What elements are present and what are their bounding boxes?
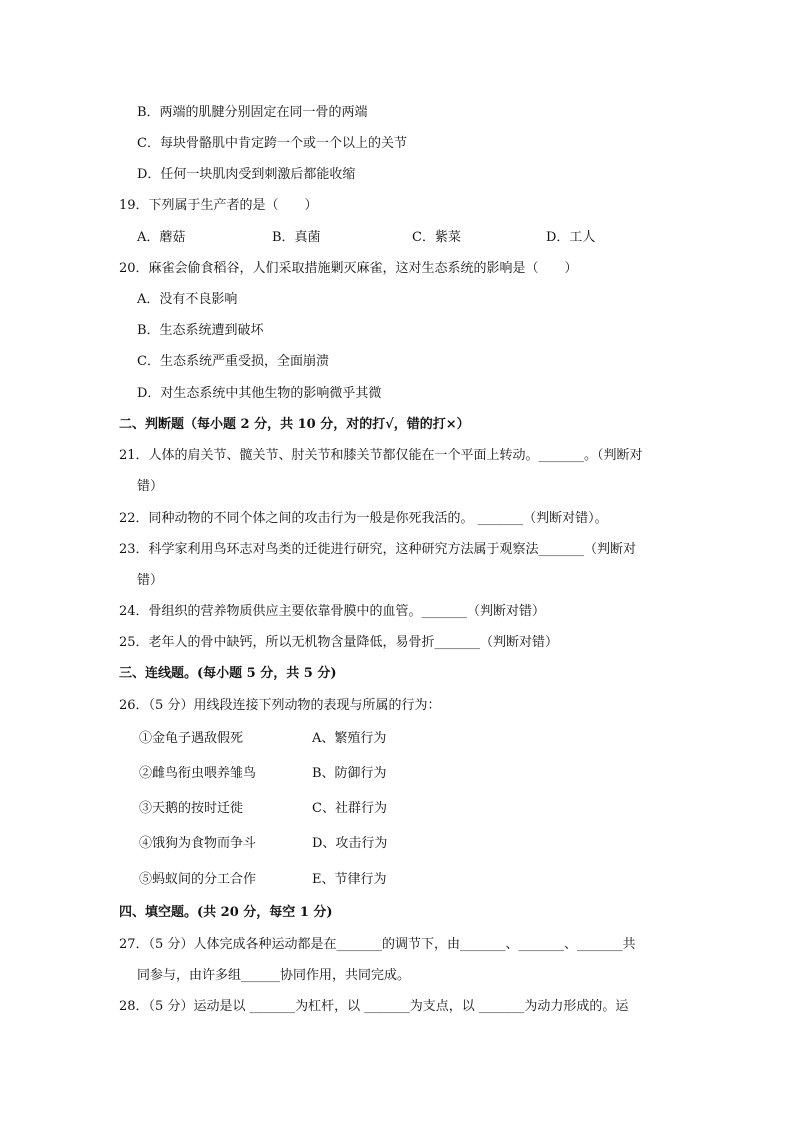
match-right-1: A、繁殖行为: [312, 731, 387, 746]
q25: 25．老年人的骨中缺钙，所以无机物含量降低，易骨折_______（判断对错）: [119, 635, 559, 650]
q22: 22．同种动物的不同个体之间的攻击行为一般是你死我活的。 _______（判断对错）。: [119, 511, 608, 526]
q19-option-a: A．蘑菇: [137, 230, 186, 245]
match-right-3: C、社群行为: [312, 801, 387, 816]
match-right-2: B、防御行为: [312, 766, 387, 781]
q28-line1: 28．（5 分）运动是以 _______为杠杆，以 _______为支点，以 _______为动力形成的。运: [119, 999, 629, 1014]
match-right-5: E、节律行为: [312, 872, 387, 887]
q20-stem: 20．麻雀会偷食稻谷，人们采取措施剿灭麻雀，这对生态系统的影响是（ ）: [119, 261, 578, 276]
q19-options: [0, 230, 794, 246]
q20-option-a: A．没有不良影响: [137, 292, 238, 307]
q19-option-c: C．紫菜: [412, 230, 461, 245]
q21-line1: 21．人体的肩关节、髋关节、肘关节和膝关节都仅能在一个平面上转动。_______。（判断对: [119, 448, 643, 463]
q20-option-b: B．生态系统遭到破坏: [137, 323, 264, 338]
match-left-3: ③天鹅的按时迁徙: [139, 801, 244, 816]
match-left-5: ⑤蚂蚁间的分工合作: [139, 872, 257, 887]
q23-line2: 错）: [137, 573, 164, 588]
q18-option-b: B．两端的肌腱分别固定在同一骨的两端: [137, 105, 368, 120]
section4-title: 四、填空题。(共 20 分，每空 1 分): [119, 905, 333, 920]
q20-option-d: D．对生态系统中其他生物的影响微乎其微: [137, 386, 382, 401]
q20-option-c: C．生态系统严重受损，全面崩溃: [137, 354, 329, 369]
section3-title: 三、连线题。(每小题 5 分，共 5 分): [119, 666, 337, 681]
q23-line1: 23．科学家利用鸟环志对鸟类的迁徙进行研究，这种研究方法属于观察法_______（判断对: [119, 542, 637, 557]
match-left-4: ④饿狗为食物而争斗: [139, 836, 257, 851]
match-left-2: ②雌鸟衔虫喂养雏鸟: [139, 766, 257, 781]
section2-title: 二、判断题（每小题 2 分，共 10 分，对的打√，错的打×）: [119, 417, 470, 432]
q21-line2: 错）: [137, 479, 164, 494]
q19-option-d: D．工人: [546, 230, 596, 245]
q24: 24．骨组织的营养物质供应主要依靠骨膜中的血管。_______（判断对错）: [119, 604, 546, 619]
q27-line2: 同参与，由许多组______协同作用，共同完成。: [137, 968, 411, 983]
match-right-4: D、攻击行为: [312, 836, 388, 851]
q26-stem: 26．（5 分）用线段连接下列动物的表现与所属的行为：: [119, 698, 441, 713]
q19-option-b: B．真菌: [272, 230, 321, 245]
q18-option-d: D．任何一块肌肉受到刺激后都能收缩: [137, 167, 356, 182]
q18-option-c: C．每块骨骼肌中肯定跨一个或一个以上的关节: [137, 136, 407, 151]
match-left-1: ①金龟子遇敌假死: [139, 731, 244, 746]
q19-stem: 19．下列属于生产者的是（ ）: [119, 198, 318, 213]
q27-line1: 27．（5 分）人体完成各种运动都是在_______的调节下，由_______、_______、_______共: [119, 937, 636, 952]
